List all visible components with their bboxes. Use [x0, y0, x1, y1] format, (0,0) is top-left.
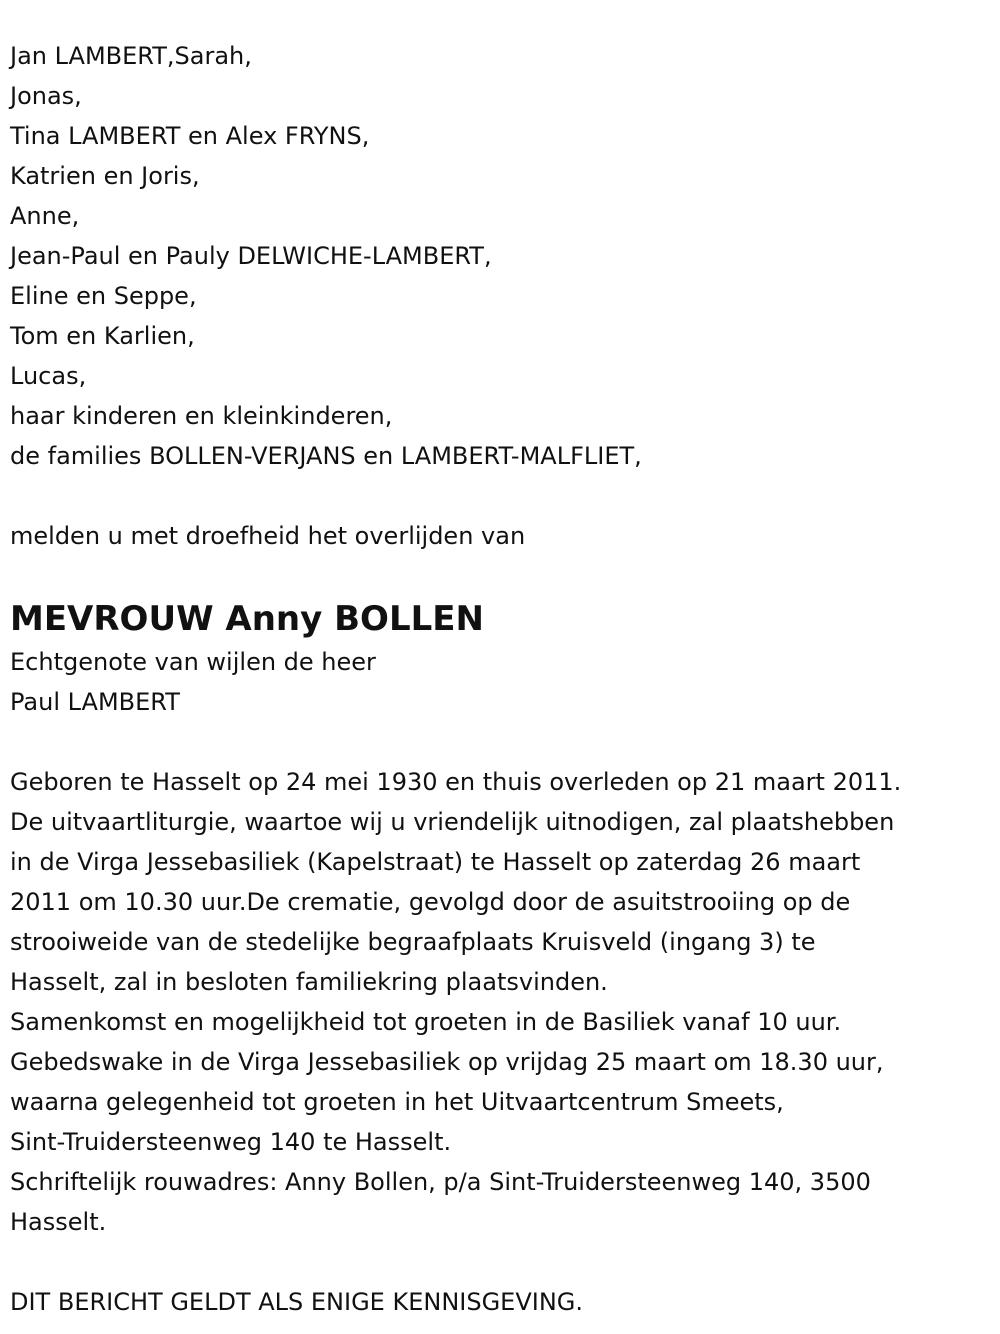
family-member-line: Eline en Seppe,	[10, 282, 197, 310]
spouse-line: Echtgenote van wijlen de heer	[10, 648, 376, 676]
deceased-name: MEVROUW Anny BOLLEN	[10, 599, 484, 639]
family-member-line: Tina LAMBERT en Alex FRYNS,	[10, 122, 370, 150]
details-line: Hasselt, zal in besloten familiekring plaatsvinden.	[10, 968, 608, 996]
details-line: Samenkomst en mogelijkheid tot groeten in de Basiliek vanaf 10 uur.	[10, 1008, 842, 1036]
funeral-details	[10, 762, 1000, 1242]
details-line: 2011 om 10.30 uur.De crematie, gevolgd door de asuitstrooiing op de	[10, 888, 851, 916]
family-member-line: Anne,	[10, 202, 80, 230]
details-line: Hasselt.	[10, 1208, 107, 1236]
details-line: Gebedswake in de Virga Jessebasiliek op vrijdag 25 maart om 18.30 uur,	[10, 1048, 884, 1076]
details-line: De uitvaartliturgie, waartoe wij u vriendelijk uitnodigen, zal plaatshebben	[10, 808, 895, 836]
details-line: waarna gelegenheid tot groeten in het Uitvaartcentrum Smeets,	[10, 1088, 784, 1116]
family-member-line: Katrien en Joris,	[10, 162, 200, 190]
family-member-line: haar kinderen en kleinkinderen,	[10, 402, 393, 430]
family-member-line: Jonas,	[10, 82, 82, 110]
details-line: Geboren te Hasselt op 24 mei 1930 en thuis overleden op 21 maart 2011.	[10, 768, 902, 796]
obituary-notice	[10, 36, 1000, 1322]
details-line: Schriftelijk rouwadres: Anny Bollen, p/a Sint-Truidersteenweg 140, 3500	[10, 1168, 871, 1196]
family-member-line: de families BOLLEN-VERJANS en LAMBERT-MALFLIET,	[10, 442, 642, 470]
family-member-line: Jan LAMBERT,Sarah,	[10, 42, 252, 70]
family-list	[10, 36, 1000, 476]
family-member-line: Lucas,	[10, 362, 87, 390]
family-member-line: Jean-Paul en Pauly DELWICHE-LAMBERT,	[10, 242, 492, 270]
footer-notice: DIT BERICHT GELDT ALS ENIGE KENNISGEVING.	[10, 1288, 584, 1316]
details-line: in de Virga Jessebasiliek (Kapelstraat) te Hasselt op zaterdag 26 maart	[10, 848, 861, 876]
announcement-text: melden u met droefheid het overlijden van	[10, 522, 526, 550]
details-line: strooiweide van de stedelijke begraafplaats Kruisveld (ingang 3) te	[10, 928, 816, 956]
details-line: Sint-Truidersteenweg 140 te Hasselt.	[10, 1128, 452, 1156]
family-member-line: Tom en Karlien,	[10, 322, 195, 350]
spouse-line: Paul LAMBERT	[10, 688, 180, 716]
